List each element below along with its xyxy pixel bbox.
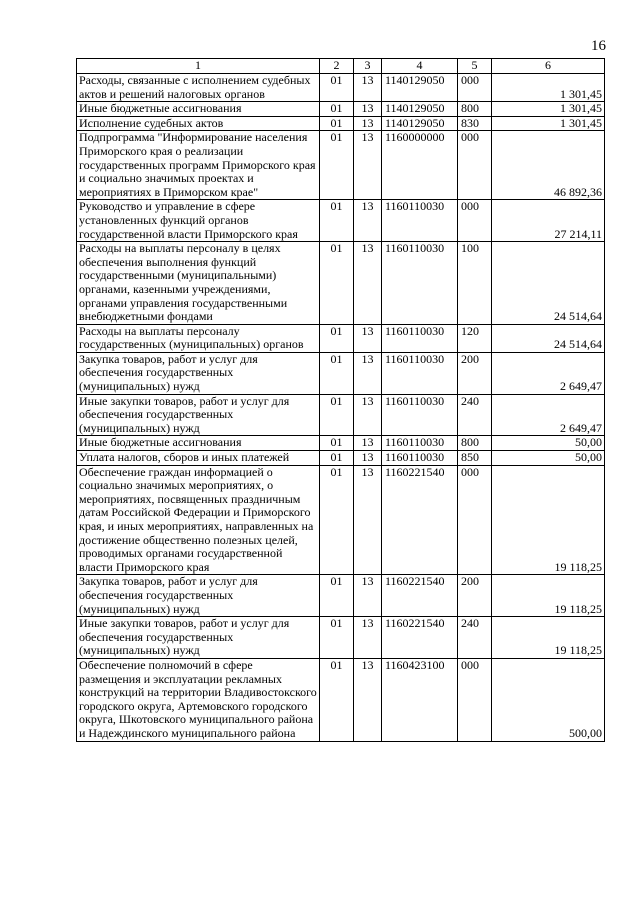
- section-code: 01: [320, 200, 354, 242]
- expense-name: Исполнение судебных актов: [77, 116, 320, 131]
- table-row: [77, 465, 605, 575]
- target-article-code: 1160110030: [382, 352, 458, 394]
- section-code: 01: [320, 436, 354, 451]
- amount-value: 24 514,64: [492, 324, 605, 352]
- subsection-code: 13: [354, 324, 382, 352]
- column-header: 6: [492, 59, 605, 74]
- subsection-code: 13: [354, 242, 382, 325]
- amount-value: 1 301,45: [492, 102, 605, 117]
- amount-value: 1 301,45: [492, 116, 605, 131]
- expense-name: Расходы на выплаты персоналу государственных (муниципальных) органов: [77, 324, 320, 352]
- expense-type-code: 000: [458, 465, 492, 575]
- target-article-code: 1160110030: [382, 324, 458, 352]
- table-header-row: [77, 59, 605, 74]
- section-code: 01: [320, 465, 354, 575]
- section-code: 01: [320, 102, 354, 117]
- expense-name: Иные бюджетные ассигнования: [77, 436, 320, 451]
- target-article-code: 1160221540: [382, 617, 458, 659]
- table-row: [77, 451, 605, 466]
- expense-type-code: 000: [458, 658, 492, 741]
- target-article-code: 1140129050: [382, 74, 458, 102]
- column-header: 1: [77, 59, 320, 74]
- column-header: 3: [354, 59, 382, 74]
- subsection-code: 13: [354, 116, 382, 131]
- target-article-code: 1160423100: [382, 658, 458, 741]
- section-code: 01: [320, 394, 354, 436]
- target-article-code: 1140129050: [382, 102, 458, 117]
- column-header: 4: [382, 59, 458, 74]
- expense-name: Расходы на выплаты персоналу в целях обеспечения выполнения функций государственными (муниципальными) органами, казенными учреждениями, органами управления государственными внебюджетными фондами: [77, 242, 320, 325]
- amount-value: 1 301,45: [492, 74, 605, 102]
- amount-value: 19 118,25: [492, 575, 605, 617]
- section-code: 01: [320, 74, 354, 102]
- expense-type-code: 240: [458, 394, 492, 436]
- target-article-code: 1160221540: [382, 465, 458, 575]
- expense-name: Иные закупки товаров, работ и услуг для обеспечения государственных (муниципальных) нужд: [77, 394, 320, 436]
- page-number: 16: [591, 38, 606, 54]
- table-row: [77, 116, 605, 131]
- amount-value: 19 118,25: [492, 465, 605, 575]
- subsection-code: 13: [354, 658, 382, 741]
- subsection-code: 13: [354, 575, 382, 617]
- expense-type-code: 000: [458, 200, 492, 242]
- section-code: 01: [320, 116, 354, 131]
- amount-value: 19 118,25: [492, 617, 605, 659]
- expense-type-code: 800: [458, 436, 492, 451]
- target-article-code: 1160110030: [382, 436, 458, 451]
- amount-value: 50,00: [492, 451, 605, 466]
- expense-name: Иные закупки товаров, работ и услуг для обеспечения государственных (муниципальных) нужд: [77, 617, 320, 659]
- amount-value: 27 214,11: [492, 200, 605, 242]
- table-row: [77, 74, 605, 102]
- table-row: [77, 394, 605, 436]
- expense-type-code: 200: [458, 575, 492, 617]
- expense-type-code: 000: [458, 74, 492, 102]
- subsection-code: 13: [354, 352, 382, 394]
- table-row: [77, 131, 605, 200]
- amount-value: 2 649,47: [492, 394, 605, 436]
- subsection-code: 13: [354, 102, 382, 117]
- table-row: [77, 575, 605, 617]
- amount-value: 46 892,36: [492, 131, 605, 200]
- expense-type-code: 830: [458, 116, 492, 131]
- expense-name: Руководство и управление в сфере установленных функций органов государственной власти Приморского края: [77, 200, 320, 242]
- subsection-code: 13: [354, 394, 382, 436]
- amount-value: 24 514,64: [492, 242, 605, 325]
- table-row: [77, 352, 605, 394]
- expense-name: Закупка товаров, работ и услуг для обеспечения государственных (муниципальных) нужд: [77, 575, 320, 617]
- section-code: 01: [320, 658, 354, 741]
- amount-value: 500,00: [492, 658, 605, 741]
- table-row: [77, 242, 605, 325]
- table-row: [77, 102, 605, 117]
- expense-type-code: 240: [458, 617, 492, 659]
- target-article-code: 1160000000: [382, 131, 458, 200]
- subsection-code: 13: [354, 436, 382, 451]
- subsection-code: 13: [354, 131, 382, 200]
- expense-type-code: 800: [458, 102, 492, 117]
- subsection-code: 13: [354, 451, 382, 466]
- budget-table: [76, 58, 605, 742]
- table-row: [77, 324, 605, 352]
- expense-type-code: 000: [458, 131, 492, 200]
- expense-name: Обеспечение граждан информацией о социально значимых мероприятиях, о мероприятиях, посвященных праздничным датам Российской Федерации и Приморского края, и иных мероприятиях, направленных на достижение общественно полезных целей, проводимых органами государственной власти Приморского края: [77, 465, 320, 575]
- section-code: 01: [320, 324, 354, 352]
- section-code: 01: [320, 352, 354, 394]
- target-article-code: 1160110030: [382, 394, 458, 436]
- subsection-code: 13: [354, 617, 382, 659]
- expense-type-code: 850: [458, 451, 492, 466]
- expense-name: Расходы, связанные с исполнением судебных актов и решений налоговых органов: [77, 74, 320, 102]
- column-header: 2: [320, 59, 354, 74]
- section-code: 01: [320, 451, 354, 466]
- table-row: [77, 200, 605, 242]
- expense-name: Подпрограмма "Информирование населения Приморского края о реализации государственных программ Приморского края и социально значимых проектах и мероприятиях в Приморском крае": [77, 131, 320, 200]
- section-code: 01: [320, 617, 354, 659]
- expense-name: Закупка товаров, работ и услуг для обеспечения государственных (муниципальных) нужд: [77, 352, 320, 394]
- expense-type-code: 200: [458, 352, 492, 394]
- column-header: 5: [458, 59, 492, 74]
- target-article-code: 1160221540: [382, 575, 458, 617]
- expense-type-code: 120: [458, 324, 492, 352]
- table-row: [77, 436, 605, 451]
- target-article-code: 1140129050: [382, 116, 458, 131]
- amount-value: 2 649,47: [492, 352, 605, 394]
- target-article-code: 1160110030: [382, 451, 458, 466]
- section-code: 01: [320, 575, 354, 617]
- table-row: [77, 617, 605, 659]
- target-article-code: 1160110030: [382, 200, 458, 242]
- section-code: 01: [320, 131, 354, 200]
- expense-name: Уплата налогов, сборов и иных платежей: [77, 451, 320, 466]
- expense-name: Иные бюджетные ассигнования: [77, 102, 320, 117]
- subsection-code: 13: [354, 74, 382, 102]
- target-article-code: 1160110030: [382, 242, 458, 325]
- subsection-code: 13: [354, 200, 382, 242]
- amount-value: 50,00: [492, 436, 605, 451]
- subsection-code: 13: [354, 465, 382, 575]
- expense-name: Обеспечение полномочий в сфере размещения и эксплуатации рекламных конструкций на территории Владивостокского городского округа, Артемовского городского округа, Шкотовского муниципального района и Надеждинского муниципального района: [77, 658, 320, 741]
- expense-type-code: 100: [458, 242, 492, 325]
- table-row: [77, 658, 605, 741]
- section-code: 01: [320, 242, 354, 325]
